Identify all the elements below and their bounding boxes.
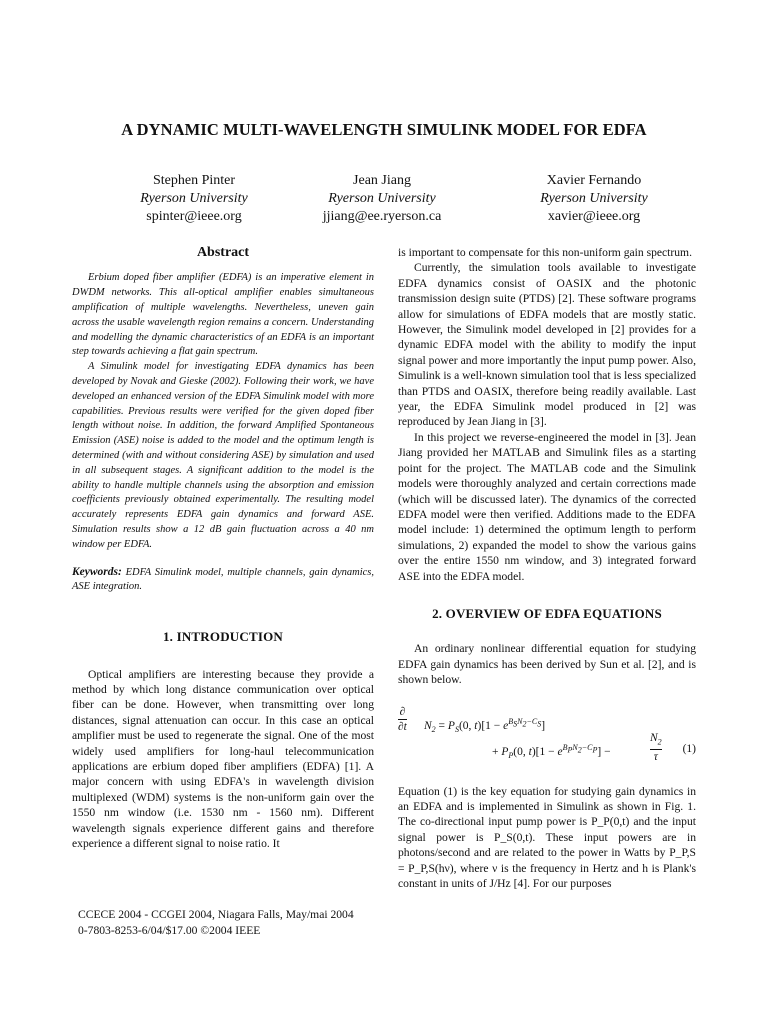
equation-number: (1) [682, 742, 696, 755]
equation-line-1: $N_2 = P_S(0$, $t)[1 - e^{B_SN_2-C_S}]$ [424, 716, 546, 734]
keywords-label: Keywords: [72, 565, 122, 578]
abstract-heading: Abstract [196, 245, 250, 260]
section-heading-introduction: 1. INTRODUCTION [162, 629, 283, 645]
footer-line-1: CCECE 2004 - CCGEI 2004, Niagara Falls, May/mai 2004 [78, 908, 354, 921]
abstract-paragraph-1: Erbium doped fiber amplifier (EDFA) is an imperative element in DWDM networks. This all-optical amplifier enables simultaneous amplification of multiple wavelengths. Nevertheless, uneven gain across the usable wavelength region remains a concern. Understanding and modelling the dynamic characteristics of an EDFA is an important step towards achieving a flat gain spectrum. [72, 272, 374, 358]
intro-paragraph-1: Optical amplifiers are interesting because they provide a method by which long distance communication over optical fiber can be done. However, when transmitting over long distances, signal attenuation can occur. In this case an optical amplifier must be used to regenerate the signal. One of the most widely used amplifiers for long-haul telecommunication applications are erbium doped fiber amplifiers (EDFA) [1]. A major concern with using EDFA's in wavelength division multiplexed (WDM) systems is the non-uniform gain over the 1550 nm window (i.e. 1530 nm - 1560 nm). Different wavelength signals experience different gains and therefore experience a different signal to noise ratio. It [72, 667, 374, 851]
author-affiliation: Ryerson University [140, 191, 248, 206]
right-paragraph-0: is important to compensate for this non-uniform gain spectrum. [398, 246, 692, 259]
keywords [72, 565, 374, 596]
author-name: Xavier Fernando [546, 173, 642, 188]
author-email: jjiang@ee.ryerson.ca [322, 209, 442, 224]
section-heading-edfa-equations: 2. OVERVIEW OF EDFA EQUATIONS [432, 605, 662, 621]
keywords-text: EDFA Simulink model, multiple channels, gain dynamics, ASE integration. [72, 566, 375, 593]
author-name: Stephen Pinter [152, 173, 236, 188]
author-name: Jean Jiang [353, 173, 411, 188]
author-block-2 [272, 172, 492, 226]
footer [78, 907, 354, 938]
right-paragraph-4: Equation (1) is the key equation for studying gain dynamics in an EDFA and is implemented in Simulink as shown in Fig. 1. The co-directional input pump power is P_P(0,t) and the input signal power is P_S(0,t). These input powers are in photons/second and are related to the power in Watts by P_P,S = P_P,S(hν), where ν is the frequency in Hertz and h is Plank's constant in units of J/Hz [4]. For our purposes [398, 784, 696, 890]
left-column [72, 245, 374, 851]
author-block-3 [484, 172, 704, 226]
author-affiliation: Ryerson University [328, 191, 436, 206]
paper-title: A DYNAMIC MULTI-WAVELENGTH SIMULINK MODEL FOR EDFA [121, 120, 647, 139]
n2-over-tau: $N_2$ τ [650, 731, 662, 763]
partial-derivative: ∂ ∂t [398, 705, 407, 733]
equation-line-2: + $P_P(0$, $t)[1 - e^{B_PN_2-C_P}]$ − [492, 742, 611, 760]
right-paragraph-3: An ordinary nonlinear differential equation for studying EDFA gain dynamics has been derived by Sun et al. [2], and is shown below. [398, 642, 696, 687]
right-paragraph-1: Currently, the simulation tools available to investigate EDFA dynamics consist of OASIX and the photonic transmission design suite (PTDS) [2]. These software programs allow for simulations of EDFA models that are mostly static. However, the Simulink model developed in [2] provides for a dynamic EDFA model with the ability to modify the input signal power and more importantly the input pump power. Also, Simulink is a well-known simulation tool that is less specialized than PTDS and OASIX, therefore being readily available. Last year, the EDFA Simulink model produced in [2] was reproduced by Jean Jiang in [3]. [398, 261, 696, 429]
author-email: xavier@ieee.org [547, 209, 641, 224]
right-column [398, 245, 696, 891]
equation-1 [398, 704, 696, 770]
abstract-paragraph-2: A Simulink model for investigating EDFA dynamics has been developed by Novak and Gieske (2002). Following their work, we have developed an enhanced version of the EDFA Simulink model with more capabilities. Previous results were verified for the given doped fiber length without noise. In addition, the forward Amplified Spontaneous Emission (ASE) noise is added to the model and the optimum length is determined (with and without considering ASE) by simulation and used in all subsequent stages. A significant addition to the model is the ability to handle multiple channels using the absorption and emission coefficients previously obtained experimentally. The resulting model accurately represents EDFA gain dynamics and forward ASE. Simulation results show a 12 dB gain fluctuation across a 40 nm window per EDFA. [72, 361, 374, 550]
author-block-1 [84, 172, 304, 226]
footer-line-2: 0-7803-8253-6/04/$17.00 ©2004 IEEE [78, 923, 261, 937]
author-email: spinter@ieee.org [146, 209, 242, 224]
author-affiliation: Ryerson University [540, 191, 648, 206]
right-paragraph-2: In this project we reverse-engineered the model in [3]. Jean Jiang provided her MATLAB and Simulink files as a starting point for the project. The MATLAB code and the Simulink models were thoroughly analyzed and certain corrections made (which will be discussed later). The dynamics of the corrected EDFA model were then verified. Additions made to the EDFA model include: 1) determined the optimum length to perform simulations, 2) expanded the model to show the various gains over the entire 1550 nm window, and 3) integrated forward ASE into the EDFA model. [398, 430, 696, 583]
